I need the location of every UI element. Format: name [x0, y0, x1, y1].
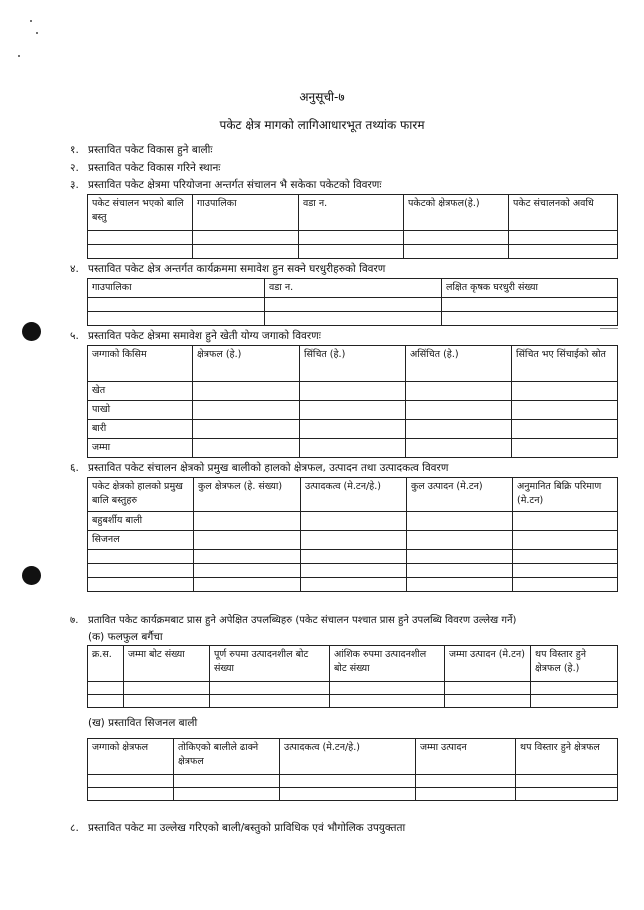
table-cell[interactable]: [512, 382, 618, 401]
col-header: लक्षित कृषक घरधुरी संख्या: [442, 279, 618, 298]
col-header: सिंचित भए सिंचाईको स्रोत: [512, 346, 618, 382]
col-header: पूर्ण रुपमा उत्पादनशील बोट संख्या: [210, 646, 330, 682]
table-cell[interactable]: [445, 695, 531, 708]
table-cell[interactable]: [194, 512, 301, 531]
col-header: जग्गाको किसिम: [88, 346, 193, 382]
table-cell[interactable]: [88, 231, 193, 245]
table-cell[interactable]: [330, 682, 445, 695]
col-header: जम्मा उत्पादन: [416, 739, 516, 775]
row-label: खेत: [88, 382, 193, 401]
row-label: सिजनल: [88, 531, 194, 550]
table-cell[interactable]: [174, 775, 280, 788]
table-cell[interactable]: [280, 775, 416, 788]
table-cell[interactable]: [194, 531, 301, 550]
table-cell[interactable]: [88, 682, 124, 695]
table-seasonal-crops: [87, 738, 618, 801]
col-header: उत्पादकत्व (मे.टन/हे.): [301, 478, 407, 512]
table-cell[interactable]: [88, 788, 174, 801]
table-cell[interactable]: [513, 531, 618, 550]
table-cell[interactable]: [406, 401, 512, 420]
table-cell[interactable]: [407, 578, 513, 592]
table-cell[interactable]: [88, 298, 265, 312]
table-cell[interactable]: [88, 550, 194, 564]
table-crops: [87, 477, 618, 592]
table-cell[interactable]: [407, 512, 513, 531]
table-cell[interactable]: [513, 578, 618, 592]
col-header: असिंचित (हे.): [406, 346, 512, 382]
table-cell[interactable]: [512, 439, 618, 458]
table-cell[interactable]: [88, 245, 193, 259]
table-cell[interactable]: [442, 298, 618, 312]
table-cell[interactable]: [513, 550, 618, 564]
scan-speck: [30, 20, 32, 22]
col-header: पकेट क्षेत्रको हालको प्रमुख बालि बस्तुहरु: [88, 478, 194, 512]
table-cell[interactable]: [88, 564, 194, 578]
table-cell[interactable]: [301, 564, 407, 578]
col-header: अनुमानित बिक्रि परिमाण (मे.टन): [513, 478, 618, 512]
margin-mark: [600, 328, 618, 329]
table-cell[interactable]: [516, 788, 618, 801]
table-cell[interactable]: [531, 682, 618, 695]
row-label: बारी: [88, 420, 193, 439]
table-cell[interactable]: [442, 312, 618, 326]
table-cell[interactable]: [406, 382, 512, 401]
schedule-heading: अनुसूची-७: [299, 90, 345, 104]
col-header: गाउपालिका: [193, 195, 299, 231]
table-cell[interactable]: [509, 231, 618, 245]
table-cell[interactable]: [516, 775, 618, 788]
col-header: पकेटको क्षेत्रफल(हे.): [404, 195, 509, 231]
table-cell[interactable]: [193, 231, 299, 245]
table-cell[interactable]: [88, 775, 174, 788]
col-header: कुल उत्पादन (मे.टन): [407, 478, 513, 512]
scan-speck: [18, 55, 20, 57]
table-households: [87, 278, 618, 326]
col-header: गाउपालिका: [88, 279, 265, 298]
table-cell[interactable]: [124, 682, 210, 695]
scan-speck: [36, 32, 38, 34]
table-cell[interactable]: [509, 245, 618, 259]
question-3: ३. प्रस्तावित पकेट क्षेत्रमा परियोजना अन्तर्गत संचालन भै सकेका पकेटको विवरणः: [70, 179, 382, 191]
subsection-7a-label: (क) फलफुल बर्गैचा: [88, 631, 163, 643]
question-2: २. प्रस्तावित पकेट विकास गरिने स्थानः: [70, 162, 221, 174]
table-cell[interactable]: [194, 578, 301, 592]
table-cell[interactable]: [265, 298, 442, 312]
table-cell[interactable]: [407, 564, 513, 578]
table-cell[interactable]: [513, 512, 618, 531]
col-header: क्षेत्रफल (हे.): [193, 346, 300, 382]
table-land: [87, 345, 618, 458]
table-cell[interactable]: [404, 231, 509, 245]
table-cell[interactable]: [193, 245, 299, 259]
table-cell[interactable]: [330, 695, 445, 708]
table-cell[interactable]: [416, 775, 516, 788]
table-cell[interactable]: [300, 382, 406, 401]
table-cell[interactable]: [404, 245, 509, 259]
col-header: वडा न.: [265, 279, 442, 298]
table-existing-pockets: [87, 194, 618, 259]
table-cell[interactable]: [194, 564, 301, 578]
col-header: जम्मा बोट संख्या: [124, 646, 210, 682]
table-cell[interactable]: [407, 531, 513, 550]
table-cell[interactable]: [301, 531, 407, 550]
table-cell[interactable]: [299, 245, 404, 259]
table-cell[interactable]: [210, 695, 330, 708]
table-cell[interactable]: [301, 578, 407, 592]
question-8: ८. प्रस्तावित पकेट मा उल्लेख गरिएको बाली/बस्तुको प्राविधिक एवं भौगोलिक उपयुक्तता: [70, 822, 406, 834]
subsection-7b-label: (ख) प्रस्तावित सिजनल बाली: [88, 717, 198, 729]
col-header: थप विस्तार हुने क्षेत्रफल (हे.): [531, 646, 618, 682]
question-6: ६. प्रस्तावित पकेट संचालन क्षेत्रको प्रमुख बालीको हालको क्षेत्रफल, उत्पादन तथा उत्पादकत्व विवरण: [70, 462, 449, 474]
row-label: पाखो: [88, 401, 193, 420]
table-cell[interactable]: [512, 401, 618, 420]
table-cell[interactable]: [194, 550, 301, 564]
table-cell[interactable]: [300, 439, 406, 458]
table-cell[interactable]: [300, 401, 406, 420]
table-cell[interactable]: [88, 578, 194, 592]
col-header: जग्गाको क्षेत्रफल: [88, 739, 174, 775]
table-cell[interactable]: [193, 382, 300, 401]
table-cell[interactable]: [88, 312, 265, 326]
table-cell[interactable]: [300, 420, 406, 439]
table-cell[interactable]: [445, 682, 531, 695]
question-1: १. प्रस्तावित पकेट विकास हुने बालीः: [70, 144, 213, 156]
table-cell[interactable]: [299, 231, 404, 245]
table-cell[interactable]: [174, 788, 280, 801]
punch-hole: [22, 566, 41, 585]
table-cell[interactable]: [88, 695, 124, 708]
form-title: पकेट क्षेत्र मागको लागिआधारभूत तथ्यांक फारम: [219, 118, 425, 132]
table-cell[interactable]: [124, 695, 210, 708]
col-header: सिंचित (हे.): [300, 346, 406, 382]
table-cell[interactable]: [193, 401, 300, 420]
table-cell[interactable]: [193, 439, 300, 458]
col-header: थप विस्तार हुने क्षेत्रफल: [516, 739, 618, 775]
table-cell[interactable]: [406, 420, 512, 439]
col-header: उत्पादकत्व (मे.टन/हे.): [280, 739, 416, 775]
table-orchard: [87, 645, 618, 708]
col-header: जम्मा उत्पादन (मे.टन): [445, 646, 531, 682]
col-header: आंशिक रुपमा उत्पादनशील बोट संख्या: [330, 646, 445, 682]
table-cell[interactable]: [512, 420, 618, 439]
table-cell[interactable]: [280, 788, 416, 801]
col-header: पकेट संचालन भएको बालि बस्तु: [88, 195, 193, 231]
table-cell[interactable]: [210, 682, 330, 695]
col-header: कुल क्षेत्रफल (हे. संख्या): [194, 478, 301, 512]
question-4: ४. पस्तावित पकेट क्षेत्र अन्तर्गत कार्यक्रममा समावेश हुन सक्ने घरधुरीहरुको विवरण: [70, 263, 386, 275]
table-cell[interactable]: [301, 550, 407, 564]
col-header: पकेट संचालनको अवधि: [509, 195, 618, 231]
col-header: वडा न.: [299, 195, 404, 231]
table-cell[interactable]: [193, 420, 300, 439]
table-cell[interactable]: [531, 695, 618, 708]
question-7: ७. प्रतावित पकेट कार्यक्रमबाट प्रास हुने अपेक्षित उपलब्धिहरु (पकेट संचालन पश्चात प्रास हुने उपलब्धि विवरण उल्लेख गर्ने): [70, 615, 517, 626]
col-header: तोकिएको बालीले ढाक्ने क्षेत्रफल: [174, 739, 280, 775]
table-cell[interactable]: [407, 550, 513, 564]
punch-hole: [22, 322, 41, 341]
table-cell[interactable]: [416, 788, 516, 801]
table-cell[interactable]: [406, 439, 512, 458]
table-cell[interactable]: [513, 564, 618, 578]
table-cell[interactable]: [301, 512, 407, 531]
row-label: बहुबर्शीय बाली: [88, 512, 194, 531]
question-5: ५. प्रस्तावित पकेट क्षेत्रमा समावेश हुने खेती योग्य जगाको विवरणः: [70, 330, 321, 342]
row-label: जम्मा: [88, 439, 193, 458]
table-cell[interactable]: [265, 312, 442, 326]
col-header: क्र.स.: [88, 646, 124, 682]
